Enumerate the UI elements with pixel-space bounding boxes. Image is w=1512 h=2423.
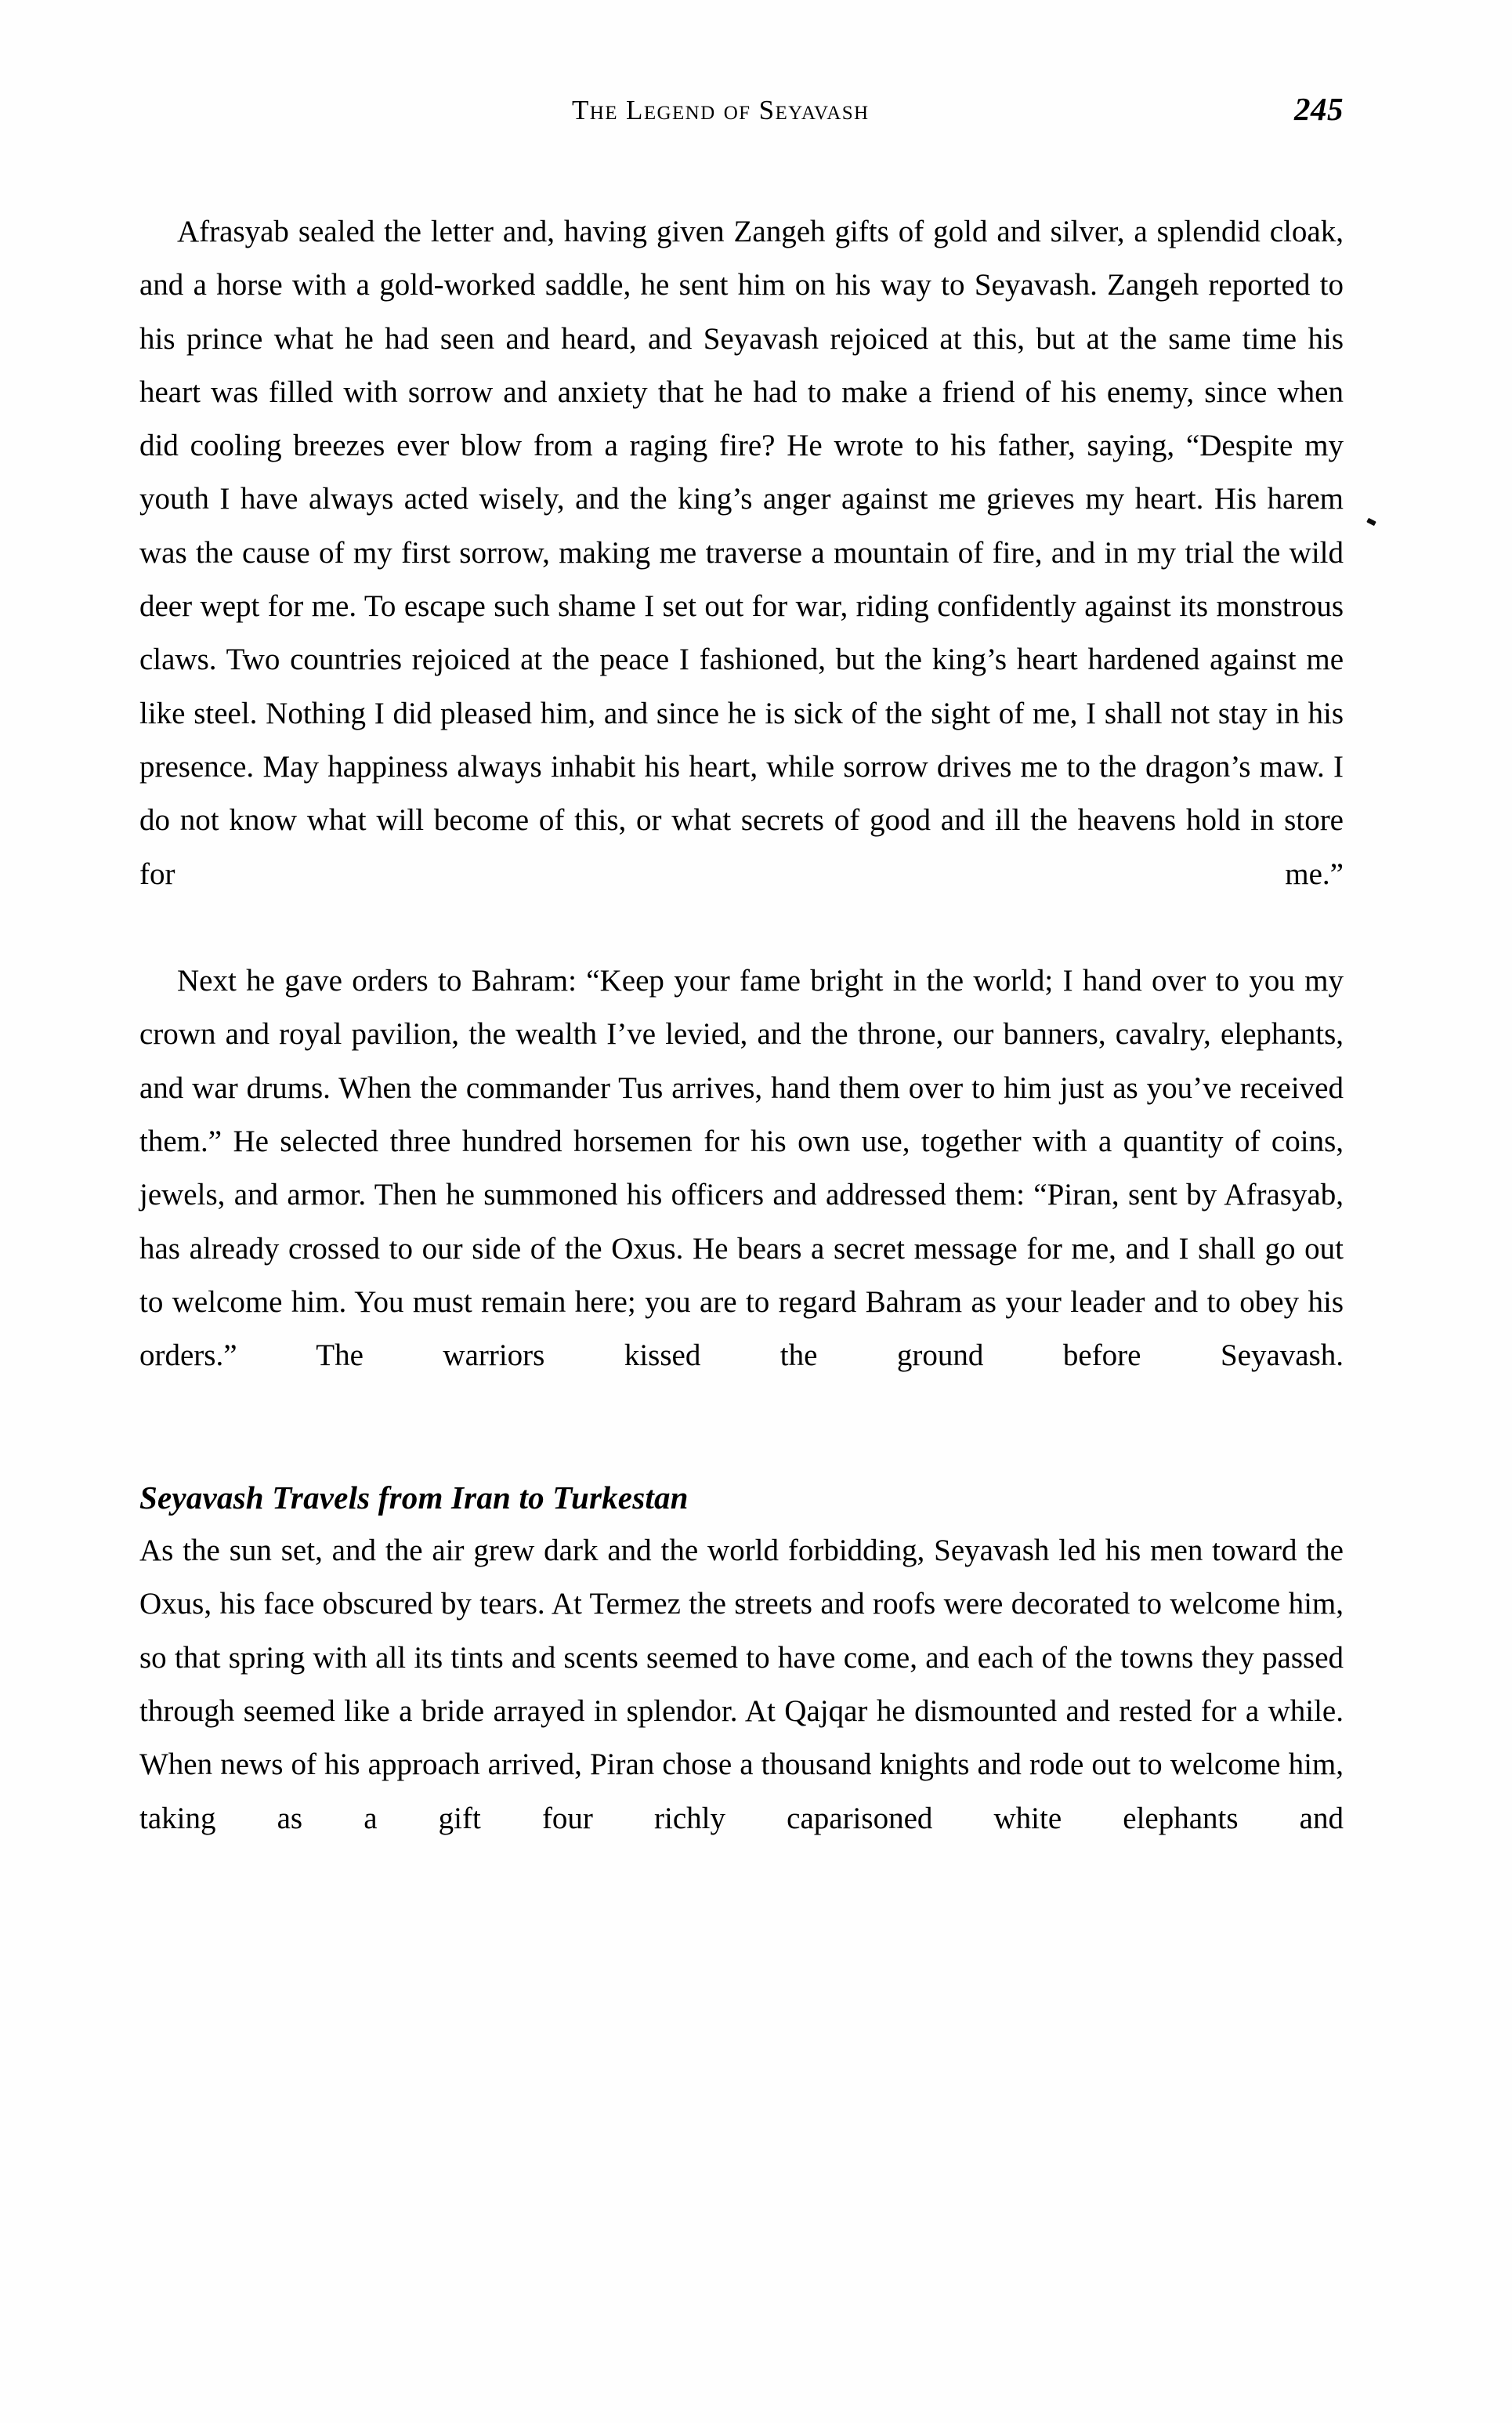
running-head: [139, 92, 1344, 136]
body-paragraph: Afrasyab sealed the letter and, having given Zangeh gifts of gold and silver, a splendid cloak, and a horse with a gold-worked saddle, he sent him on his way to Seyavash. Zangeh reported to his prince what he had seen and heard, and Seyavash rejoiced at this, but at the same time his heart was filled with sorrow and anxiety that he had to make a friend of his enemy, since when did cooling breezes ever blow from a raging fire? He wrote to his father, saying, “Despite my youth I have always acted wisely, and the king’s anger against me grieves my heart. His harem was the cause of my first sorrow, making me traverse a mountain of fire, and in my trial the wild deer wept for me. To escape such shame I set out for war, riding confidently against its monstrous claws. Two countries rejoiced at the peace I fashioned, but the king’s heart hardened against me like steel. Nothing I did pleased him, and since he is sick of the sight of me, I shall not stay in his presence. May happiness always inhabit his heart, while sorrow drives me to the dragon’s maw. I do not know what will become of this, or what secrets of good and ill the heavens hold in store for me.”: [139, 215, 1344, 891]
running-head-title: The Legend of Seyavash: [572, 95, 870, 125]
text-block: [139, 205, 1344, 1899]
body-paragraph: As the sun set, and the air grew dark and the world forbidding, Seyavash led his men toward the Oxus, his face obscured by tears. At Termez the streets and roofs were decorated to welcome him, so that spring with all its tints and scents seemed to have come, and each of the towns they passed through seemed like a bride arrayed in splendor. At Qajqar he dismounted and rested for a while. When news of his approach arrived, Piran chose a thousand knights and rode out to welcome him, taking as a gift four richly caparisoned white elephants and: [139, 1534, 1344, 1835]
page-number: 245: [1294, 91, 1344, 127]
heading-spacer: [139, 1436, 1344, 1471]
scan-artifact-mark: [1366, 518, 1376, 526]
body-paragraph: Next he gave orders to Bahram: “Keep your fame bright in the world; I hand over to you my crown and royal pavilion, the wealth I’ve levied, and the throne, our banners, cavalry, elephants, and war drums. When the commander Tus arrives, hand them over to him just as you’ve received them.” He selected three hundred horsemen for his own use, together with a quantity of coins, jewels, and armor. Then he summoned his officers and addressed them: “Piran, sent by Afrasyab, has already crossed to our side of the Oxus. He bears a secret message for me, and I shall go out to welcome him. You must remain here; you are to regard Bahram as your leader and to obey his orders.” The warriors kissed the ground before Seyavash.: [139, 964, 1344, 1373]
section-heading: Seyavash Travels from Iran to Turkestan: [139, 1479, 689, 1516]
